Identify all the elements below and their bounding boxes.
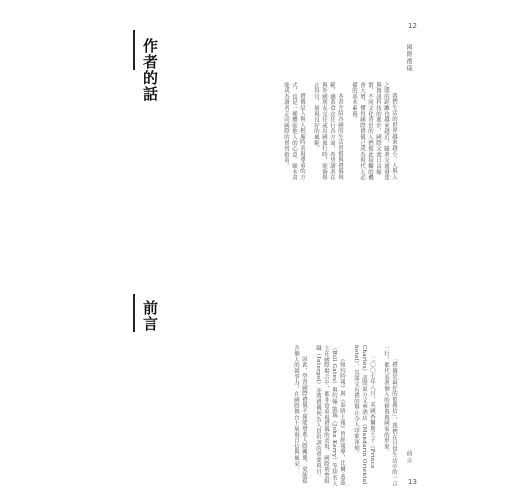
paragraph: 本書介紹各國的生活習慣與禮儀規範，涵蓋食衣住行各方面，希望讀者在與外國朋友交往或出國旅行時，能夠舉止得宜，展現良好的風範。	[313, 82, 343, 181]
body-text	[118, 82, 398, 182]
page-number: 13	[408, 478, 417, 486]
paragraph: 「禮儀是最好的推薦信」，我們在日常生活中的一言一行，都代表著個人的修養與國家的形象。	[383, 345, 397, 487]
running-head: 前言	[405, 450, 412, 464]
body-text	[118, 345, 398, 487]
title-rule	[133, 294, 135, 332]
running-head: 國際禮儀	[405, 44, 412, 72]
section-title: 前言	[141, 300, 159, 332]
paragraph: 我們生活的世界越來越小，人與人之間的距離也越來越近。隨著交通發達與資訊科技的進步，國際交流日益頻繁，不同文化背景的人們彼此接觸的機會大增，懂得國際禮儀已成為現代人必備的基本素養。	[351, 82, 397, 181]
page-number: 12	[408, 22, 417, 30]
page-title: 作者的話	[141, 38, 159, 102]
paragraph: 因此，學習國際禮儀不僅能增進人際關係，更能提升個人的競爭力，在國際舞台上展現自信與風采。	[293, 345, 307, 484]
title-rule	[133, 30, 135, 70]
paragraph: 禮儀是人與人相處時表現尊重的方式，也是一種體貼他人的心意。願本書能成為讀者走向國際的實用指南。	[283, 82, 305, 181]
paragraph: 《紐約時報》與《泰晤士報》曾經報導，比爾·蓋茲（Bill Gates）與約翰·凱瑞（John Kerry）等知名人士在國際場合中，都非常重視禮儀的表現。國際刑警組織（Interpol）亦將禮儀列為人員培訓的重要項目。	[315, 345, 345, 487]
paragraph: 二〇〇七年八月，英國查爾斯王子（Prince Charles）訪問東方文華酒店（Mandarin Oriental hotel），其溫文有禮的舉止令人印象深刻。	[353, 345, 375, 485]
